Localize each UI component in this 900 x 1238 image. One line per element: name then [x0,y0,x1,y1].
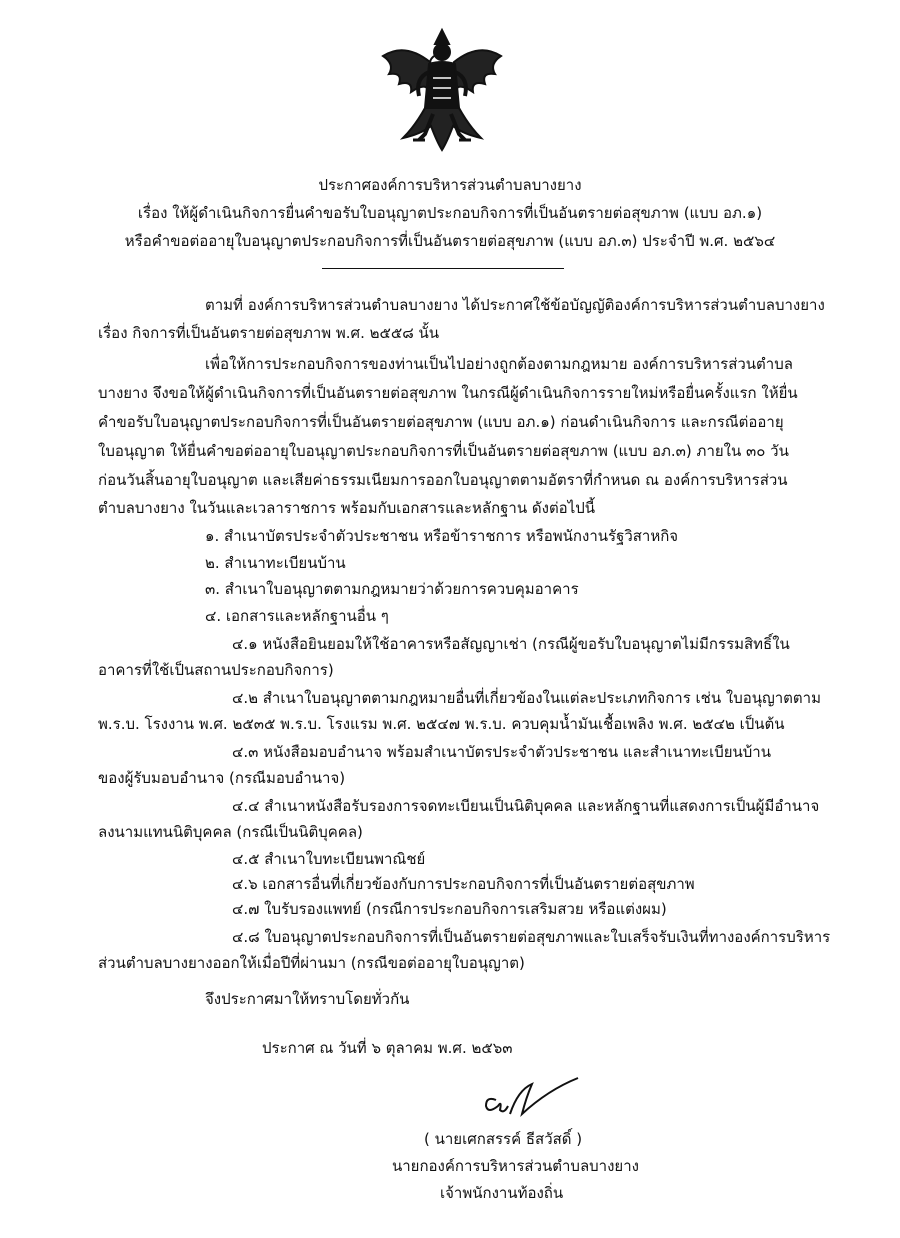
closing-statement: จึงประกาศมาให้ทราบโดยทั่วกัน [205,990,410,1008]
document-title: ประกาศองค์การบริหารส่วนตำบลบางยาง [318,176,582,194]
list-item-4: ๔. เอกสารและหลักฐานอื่น ๆ [205,607,389,625]
sub-item-4-8-line-2: ส่วนตำบลบางยางออกให้เมื่อปีที่ผ่านมา (กรณีขอต่ออายุใบอนุญาต) [98,954,525,972]
sub-item-4-3-line-1: ๔.๓ หนังสือมอบอำนาจ พร้อมสำเนาบัตรประจำตัวประชาชน และสำเนาทะเบียนบ้าน [232,743,771,761]
title-underline [322,268,564,269]
paragraph-2-line-5: ก่อนวันสิ้นอายุใบอนุญาต และเสียค่าธรรมเนียมการออกใบอนุญาตตามอัตราที่กำหนด ณ องค์การบริหารส่วน [98,471,788,489]
list-item-3: ๓. สำเนาใบอนุญาตตามกฎหมายว่าด้วยการควบคุมอาคาร [205,580,579,598]
paragraph-2-line-6: ตำบลบางยาง ในวันและเวลาราชการ พร้อมกับเอกสารและหลักฐาน ดังต่อไปนี้ [98,499,596,517]
sub-item-4-2-line-2: พ.ร.บ. โรงงาน พ.ศ. ๒๕๓๕ พ.ร.บ. โรงแรม พ.ศ. ๒๕๔๗ พ.ร.บ. ควบคุมน้ำมันเชื้อเพลิง พ.ศ. ๒๕๔๒ เป็นต้น [98,715,785,733]
sub-item-4-4-line-1: ๔.๔ สำเนาหนังสือรับรองการจดทะเบียนเป็นนิติบุคคล และหลักฐานที่แสดงการเป็นผู้มีอำนาจ [232,797,820,815]
sub-item-4-5: ๔.๕ สำเนาใบทะเบียนพาณิชย์ [232,850,426,868]
paragraph-2-line-1: เพื่อให้การประกอบกิจการของท่านเป็นไปอย่างถูกต้องตามกฎหมาย องค์การบริหารส่วนตำบล [205,355,793,373]
announcement-date: ประกาศ ณ วันที่ ๖ ตุลาคม พ.ศ. ๒๕๖๓ [262,1039,513,1057]
sub-item-4-2-line-1: ๔.๒ สำเนาใบอนุญาตตามกฎหมายอื่นที่เกี่ยวข้องในแต่ละประเภทกิจการ เช่น ใบอนุญาตตาม [232,689,821,707]
signatory-name: ( นายเศกสรรค์ ธีสวัสดิ์ ) [424,1130,583,1148]
sub-item-4-7: ๔.๗ ใบรับรองแพทย์ (กรณีการประกอบกิจการเสริมสวย หรือแต่งผม) [232,900,667,918]
signatory-role: เจ้าพนักงานท้องถิ่น [440,1184,564,1202]
sub-item-4-3-line-2: ของผู้รับมอบอำนาจ (กรณีมอบอำนาจ) [98,769,346,787]
list-item-1: ๑. สำเนาบัตรประจำตัวประชาชน หรือข้าราชการ หรือพนักงานรัฐวิสาหกิจ [205,527,679,545]
sub-item-4-6: ๔.๖ เอกสารอื่นที่เกี่ยวข้องกับการประกอบกิจการที่เป็นอันตรายต่อสุขภาพ [232,875,695,893]
sub-item-4-1-line-2: อาคารที่ใช้เป็นสถานประกอบกิจการ) [98,661,334,679]
paragraph-2-line-4: ใบอนุญาต ให้ยื่นคำขอต่ออายุใบอนุญาตประกอบกิจการที่เป็นอันตรายต่อสุขภาพ (แบบ อภ.๓) ภายใน ๓๐ วัน [98,442,789,460]
subject-line-1: เรื่อง ให้ผู้ดำเนินกิจการยื่นคำขอรับใบอนุญาตประกอบกิจการที่เป็นอันตรายต่อสุขภาพ (แบบ อภ.๑) [137,204,763,222]
list-item-2: ๒. สำเนาทะเบียนบ้าน [205,554,346,572]
paragraph-2-line-2: บางยาง จึงขอให้ผู้ดำเนินกิจการที่เป็นอันตรายต่อสุขภาพ ในกรณีผู้ดำเนินกิจการรายใหม่หรือยื่นครั้งแรก ให้ยื่น [98,384,798,402]
paragraph-1-line-2: เรื่อง กิจการที่เป็นอันตรายต่อสุขภาพ พ.ศ. ๒๕๕๘ นั้น [98,324,440,342]
sub-item-4-8-line-1: ๔.๘ ใบอนุญาตประกอบกิจการที่เป็นอันตรายต่อสุขภาพและใบเสร็จรับเงินที่ทางองค์การบริหาร [232,928,831,946]
handwritten-signature [478,1070,588,1120]
sub-item-4-1-line-1: ๔.๑ หนังสือยินยอมให้ใช้อาคารหรือสัญญาเช่า (กรณีผู้ขอรับใบอนุญาตไม่มีกรรมสิทธิ์ใน [232,635,790,653]
sub-item-4-4-line-2: ลงนามแทนนิติบุคคล (กรณีเป็นนิติบุคคล) [98,823,363,841]
paragraph-2-line-3: คำขอรับใบอนุญาตประกอบกิจการที่เป็นอันตรายต่อสุขภาพ (แบบ อภ.๑) ก่อนดำเนินกิจการ และกรณีต่ออายุ [98,413,784,431]
signatory-position: นายกองค์การบริหารส่วนตำบลบางยาง [392,1157,639,1175]
paragraph-1-line-1: ตามที่ องค์การบริหารส่วนตำบลบางยาง ได้ประกาศใช้ข้อบัญญัติองค์การบริหารส่วนตำบลบางยาง [205,296,825,314]
subject-line-2: หรือคำขอต่ออายุใบอนุญาตประกอบกิจการที่เป็นอันตรายต่อสุขภาพ (แบบ อภ.๓) ประจำปี พ.ศ. ๒๕๖๔ [124,232,776,250]
garuda-emblem [375,22,510,157]
